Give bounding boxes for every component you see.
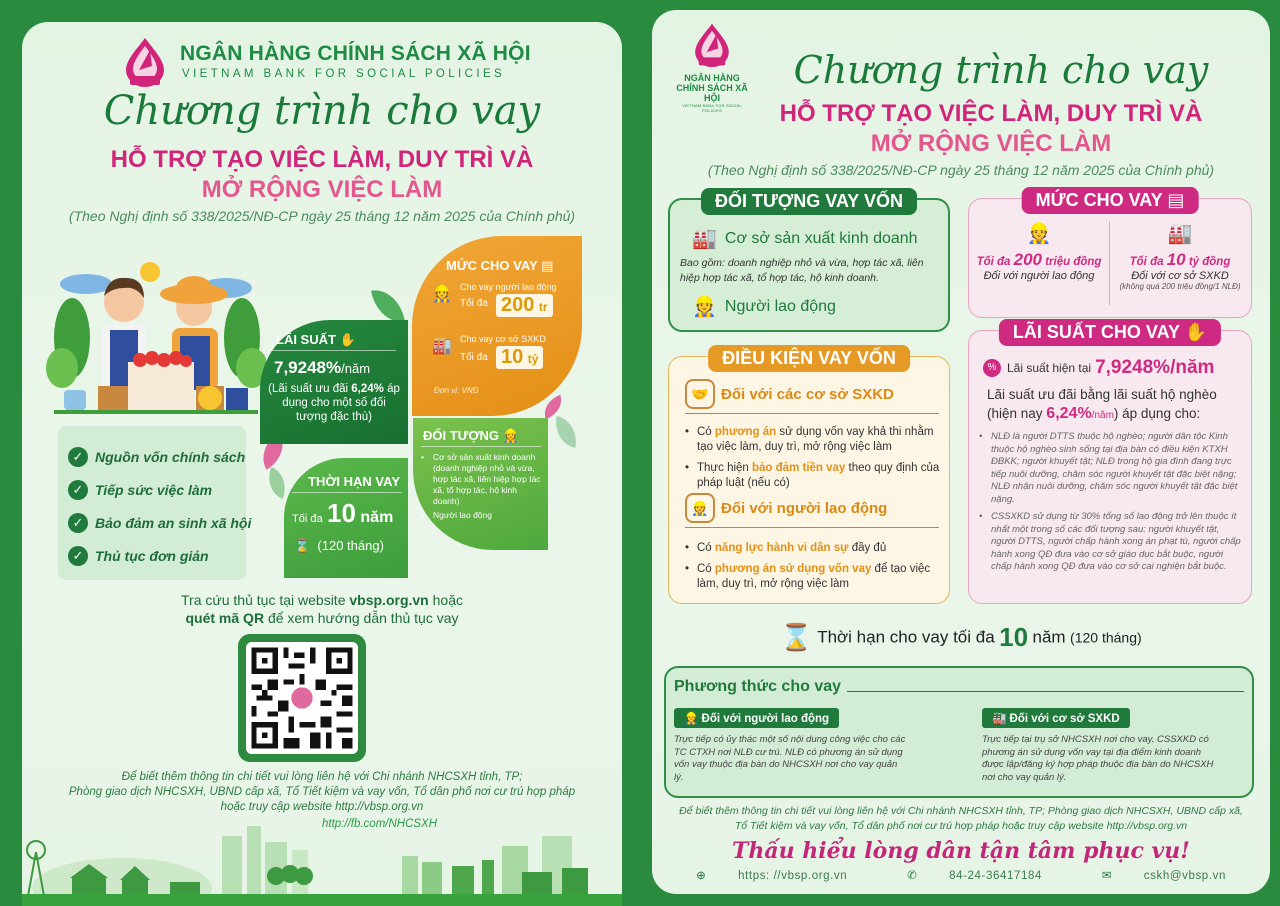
bank-name-en: VIETNAM BANK FOR SOCIAL POLICIES [682, 103, 742, 113]
money-stack-icon: ▤ [1167, 190, 1185, 210]
bank-name-en: VIETNAM BANK FOR SOCIAL POLICIES [182, 68, 506, 80]
loan-term-banner: ⌛ Thời hạn cho vay tối đa 10 năm (120 tháng) [780, 622, 1142, 652]
factory-icon: 🏭 [692, 228, 717, 250]
money-stack-icon: ▤ [541, 258, 554, 273]
worker-loan-max: 👷 Tối đa 200 triệu đồng Đối với người lao động [969, 221, 1109, 282]
benefits-checklist [58, 426, 252, 580]
hand-coin-icon: ✋ [339, 332, 356, 347]
worker-icon: 👷 [684, 713, 699, 725]
factory-icon: 🏭 [432, 338, 452, 355]
preferential-eligibility-list: • NLĐ là người DTTS thuộc hộ nghèo; người dân tộc Kinh thuộc hộ nghèo sinh sống tại địa bàn có điều kiện KTXH ĐBKK; người khuyết tật; NLĐ trong hộ gia đình đang trực tiếp nuôi dưỡng, chăm sóc người khuyết tật đặc biệt nặng; NLĐ nhận nuôi dưỡng, chăm sóc người khuyết tật đặc biệt nặng. • CSSXKD sử dụng từ 30% tổng số lao động trở lên thuộc ít nhất một trong số các đối tượng sau: người khuyết tật, người DTTS, người chấp hành xong án phạt tù, người chấp hành xong QĐ đưa vào cơ sở giáo dục bắt buộc, người chấp hành xong QĐ đưa vào cơ sở cai nghiện bắt buộc. [977, 431, 1245, 574]
conditions-worker-list: • Có năng lực hành vi dân sự đầy đủ • Có phương án sử dụng vốn vay để tạo việc làm, duy trì, mở rộng việc làm [683, 541, 945, 592]
loan-conditions-section [668, 348, 950, 604]
headline-line2: MỞ RỘNG VIỆC LÀM [201, 176, 443, 203]
business-loan-max: 🏭 Tối đa 10 tỷ đồng Đối với cơ sở SXKD (không quá 200 triệu đồng/1 NLĐ) [1109, 221, 1251, 291]
farmers-market-illustration [46, 258, 266, 418]
loan-amount-tag: MỨC CHO VAY ▤ [1022, 187, 1199, 214]
headline-line1: HỖ TRỢ TẠO VIỆC LÀM, DUY TRÌ VÀ [779, 100, 1203, 127]
check-circle-icon: ✓ [68, 546, 88, 566]
qr-code-pattern [246, 642, 358, 754]
borrower-business: 🏭 Cơ sở sản xuất kinh doanh [692, 228, 918, 250]
method-business-tag: 🏭 Đối với cơ sở SXKD [982, 708, 1130, 728]
qr-caption-line2: quét mã QR để xem hướng dẫn thủ tục vay [185, 610, 459, 626]
check-item [68, 506, 252, 539]
factory-icon: 🏭 [992, 713, 1007, 725]
conditions-business-header: 🤝 Đối với các cơ sở SXKD [685, 379, 939, 414]
worker-loan-max: 200 tr [496, 294, 553, 317]
interest-rate-tag: LÃI SUẤT CHO VAY ✋ [999, 319, 1221, 346]
preferential-rate-line1: Lãi suất ưu đãi bằng lãi suất hộ nghèo [987, 387, 1217, 402]
decor-leaf-icon [262, 467, 292, 499]
check-label: Nguồn vốn chính sách [95, 448, 246, 465]
lending-method-section [664, 666, 1254, 798]
check-label: Bảo đảm an sinh xã hội [95, 514, 252, 531]
loan-term-title: THỜI HẠN VAY [308, 474, 400, 489]
interest-rate-section [968, 322, 1252, 604]
worker-icon: 👷 [692, 296, 717, 318]
method-business-text: Trực tiếp tại trụ sở NHCSXH nơi cho vay. CSSXKD có phương án sử dụng vốn vay tại địa điểm kinh doanh được lập/đăng ký hợp pháp thuộc địa bàn do NHCSXH nơi cho vay quản lý. [982, 734, 1214, 783]
check-item [68, 473, 246, 506]
qr-code[interactable] [238, 634, 366, 762]
decree-reference: (Theo Nghị định số 338/2025/NĐ-CP ngày 25 tháng 12 năm 2025 của Chính phủ) [707, 162, 1215, 178]
program-script-title: Chương trình cho vay [103, 88, 541, 134]
factory-icon: 🏭 [1167, 223, 1193, 245]
borrower-business-desc: Bao gồm: doanh nghiệp nhỏ và vừa, hợp tác xã, liên hiệp hợp tác xã, tổ hợp tác, hộ kinh doanh. [680, 257, 924, 284]
email-contact[interactable]: ✉ cskh@vbsp.vn [1101, 870, 1226, 882]
loan-term-value: Tối đa 10 năm [292, 498, 394, 528]
check-label: Tiếp sức việc làm [95, 481, 213, 498]
website-contact[interactable]: ⊕ https: //vbsp.org.vn [696, 870, 848, 882]
right-poster [652, 10, 1270, 894]
worker-icon: 👷 [1026, 223, 1052, 245]
city-farm-skyline-illustration [22, 826, 622, 906]
program-script-title: Chương trình cho vay [793, 48, 1209, 92]
phone-icon: ✆ [907, 870, 918, 882]
handshake-hexagon-icon: 🤝 [685, 379, 715, 409]
check-circle-icon: ✓ [68, 480, 88, 500]
bank-name-line2: CHÍNH SÁCH XÃ HỘI [676, 83, 748, 103]
check-item [68, 440, 246, 473]
contact-bar [652, 868, 1270, 882]
conditions-business-list: • Có phương án sử dụng vốn vay khả thi nhằm tạo việc làm, duy trì, mở rộng việc làm • Thực hiện bảo đảm tiền vay theo quy định của pháp luật (nếu có) [683, 425, 945, 491]
decree-reference: (Theo Nghị định số 338/2025/NĐ-CP ngày 25 tháng 12 năm 2025 của Chính phủ) [68, 208, 576, 224]
business-loan-label: Cho vay cơ sở SXKD [460, 334, 546, 344]
loan-conditions-tag: ĐIỀU KIỆN VAY VỐN [708, 345, 910, 372]
worker-loan-label: Cho vay người lao động [460, 282, 557, 292]
loan-amount-section [968, 190, 1252, 318]
mail-icon: ✉ [1101, 870, 1112, 882]
check-label: Thủ tục đơn giản [95, 547, 209, 564]
bank-header [122, 36, 542, 88]
loan-term-card [284, 458, 408, 578]
borrowers-section [668, 191, 950, 332]
check-circle-icon: ✓ [68, 447, 88, 467]
interest-rate-card [260, 320, 408, 444]
worker-icon: 👷 [502, 428, 519, 443]
globe-icon: ⊕ [696, 870, 707, 882]
loan-amount-card: MỨC CHO VAY ▤ 👷 Cho vay người lao động Tối đa 200 tr 🏭 Cho vay cơ sở SXKD Tối đa 10 tỷ Đơn vị: VNĐ [412, 236, 582, 416]
check-circle-icon: ✓ [68, 513, 88, 533]
percent-badge-icon: % [983, 359, 1001, 377]
left-poster [22, 22, 622, 906]
borrower-list: • Cơ sở sản xuất kinh doanh (doanh nghiệp nhỏ và vừa, hợp tác xã, liên hiệp hợp tác xã, tổ hợp tác, hộ kinh doanh) • Người lao động [419, 452, 543, 521]
interest-rate-title: LÃI SUẤT [276, 332, 336, 347]
qr-caption-line1: Tra cứu thủ tục tại website vbsp.org.vn hoặc [181, 592, 463, 608]
method-worker-tag: 👷 Đối với người lao động [674, 708, 839, 728]
check-item [68, 539, 246, 572]
preferential-rate-line2: (hiện nay 6,24%/năm) áp dụng cho: [987, 405, 1201, 422]
interest-rate-value: 7,9248% [274, 358, 342, 377]
vbsp-drop-logo-icon [122, 36, 168, 88]
headline-line2: MỞ RỘNG VIỆC LÀM [870, 130, 1112, 157]
interest-rate-note: (Lãi suất ưu đãi 6,24% áp dụng cho một số đối tượng đặc thù) [268, 383, 400, 423]
current-rate: % Lãi suất hiện tại 7,9248%/năm [983, 357, 1214, 379]
borrower-title: ĐỐI TƯỢNG [423, 428, 500, 443]
loan-amount-title: MỨC CHO VAY [446, 258, 538, 273]
lending-method-header: Phương thức cho vay [674, 678, 1244, 696]
decor-leaf-icon [552, 416, 580, 448]
headline-line1: HỖ TRỢ TẠO VIỆC LÀM, DUY TRÌ VÀ [110, 146, 534, 173]
worker-icon: 👷 [432, 286, 452, 303]
hourglass-icon: ⌛ [780, 622, 813, 652]
footer-contact-note: Để biết thêm thông tin chi tiết vui lòng liên hệ với Chi nhánh NHCSXH tỉnh, TP; Phòng giao dịch NHCSXH, UBND cấp xã, Tổ Tiết kiệm và vay vốn, Tổ dân phố nơi cư trú hợp pháp hoặc truy cập website http://vbsp.org.vn [679, 805, 1243, 832]
hand-coin-icon: ✋ [1184, 322, 1208, 342]
borrower-card [413, 418, 548, 550]
interest-rate-unit: /năm [341, 361, 371, 376]
website-link[interactable]: vbsp.org.vn [349, 592, 429, 608]
contact-info: Để biết thêm thông tin chi tiết vui lòng liên hệ với Chi nhánh NHCSXH tỉnh, TP; Phòng giao dịch NHCSXH, UBND cấp xã, Tổ Tiết kiệm và vay vốn, Tổ dân phố nơi cư trú hợp pháp hoặc truy cập website http://vbsp.org.vn [68, 771, 576, 813]
facebook-link[interactable]: http://fb.com/NHCSXH [322, 818, 438, 830]
loan-term-months: ⌛ (120 tháng) [294, 538, 384, 553]
borrowers-tag: ĐỐI TƯỢNG VAY VỐN [701, 188, 917, 215]
worker-hexagon-icon: 👷 [685, 493, 715, 523]
business-loan-max: 10 tỷ [496, 346, 543, 369]
slogan: Thấu hiểu lòng dân tận tâm phục vụ! [732, 838, 1190, 864]
method-worker-text: Trực tiếp có ủy thác một số nội dung công việc cho các TC CTXH nơi NLĐ cư trú. NLĐ có phương án sử dụng vốn vay thuộc địa bàn do NHCSXH nơi cho vay quản lý. [674, 734, 906, 783]
hourglass-icon: ⌛ [294, 538, 311, 553]
bank-name-vn: NGÂN HÀNG CHÍNH SÁCH XÃ HỘI [180, 42, 531, 65]
conditions-worker-header: 👷 Đối với người lao động [685, 493, 939, 528]
bank-name-line1: NGÂN HÀNG [684, 73, 740, 83]
borrower-worker: 👷 Người lao động [692, 296, 836, 318]
phone-contact[interactable]: ✆ 84-24-36417184 [907, 870, 1042, 882]
currency-unit-note: Đơn vị: VNĐ [434, 386, 479, 395]
